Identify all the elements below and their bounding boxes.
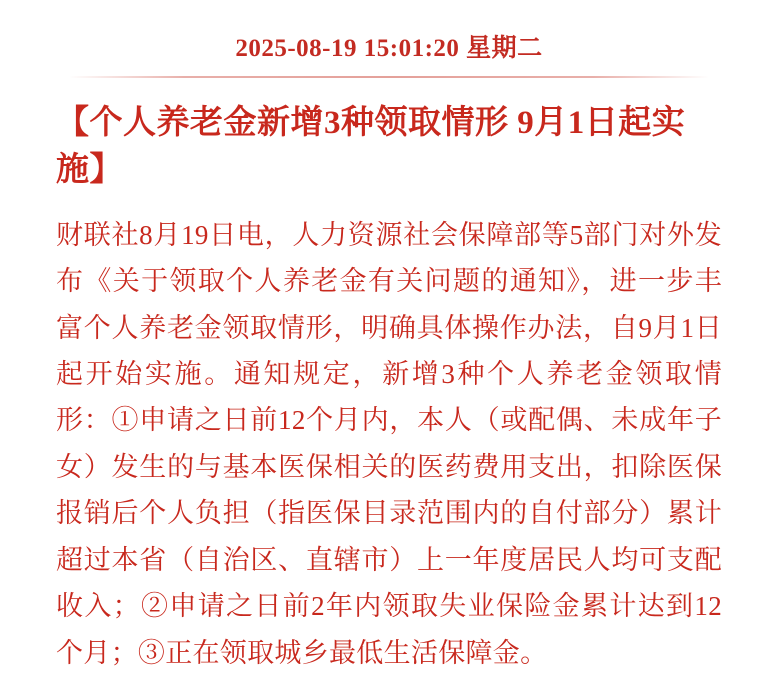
timestamp-text: 2025-08-19 15:01:20 星期二 bbox=[235, 35, 543, 62]
header-divider bbox=[69, 76, 709, 78]
timestamp-bar bbox=[0, 0, 778, 78]
article-headline: 【个人养老金新增3种领取情形 9月1日起实施】 bbox=[56, 105, 686, 188]
article-body: 财联社8月19日电，人力资源社会保障部等5部门对外发布《关于领取个人养老金有关问题的通知》，进一步丰富个人养老金领取情形，明确具体操作办法，自9月1日起开始实施。通知规定，新增3种个人养老金领取情形：①申请之日前12个月内，本人（或配偶、未成年子女）发生的与基本医保相关的医药费用支出，扣除医保报销后个人负担（指医保目录范围内的自付部分）累计超过本省（自治区、直辖市）上一年度居民人均可支配收入；②申请之日前2年内领取失业保险金累计达到12个月；③正在领取城乡最低生活保障金。 bbox=[56, 219, 722, 668]
article-content bbox=[0, 78, 778, 676]
